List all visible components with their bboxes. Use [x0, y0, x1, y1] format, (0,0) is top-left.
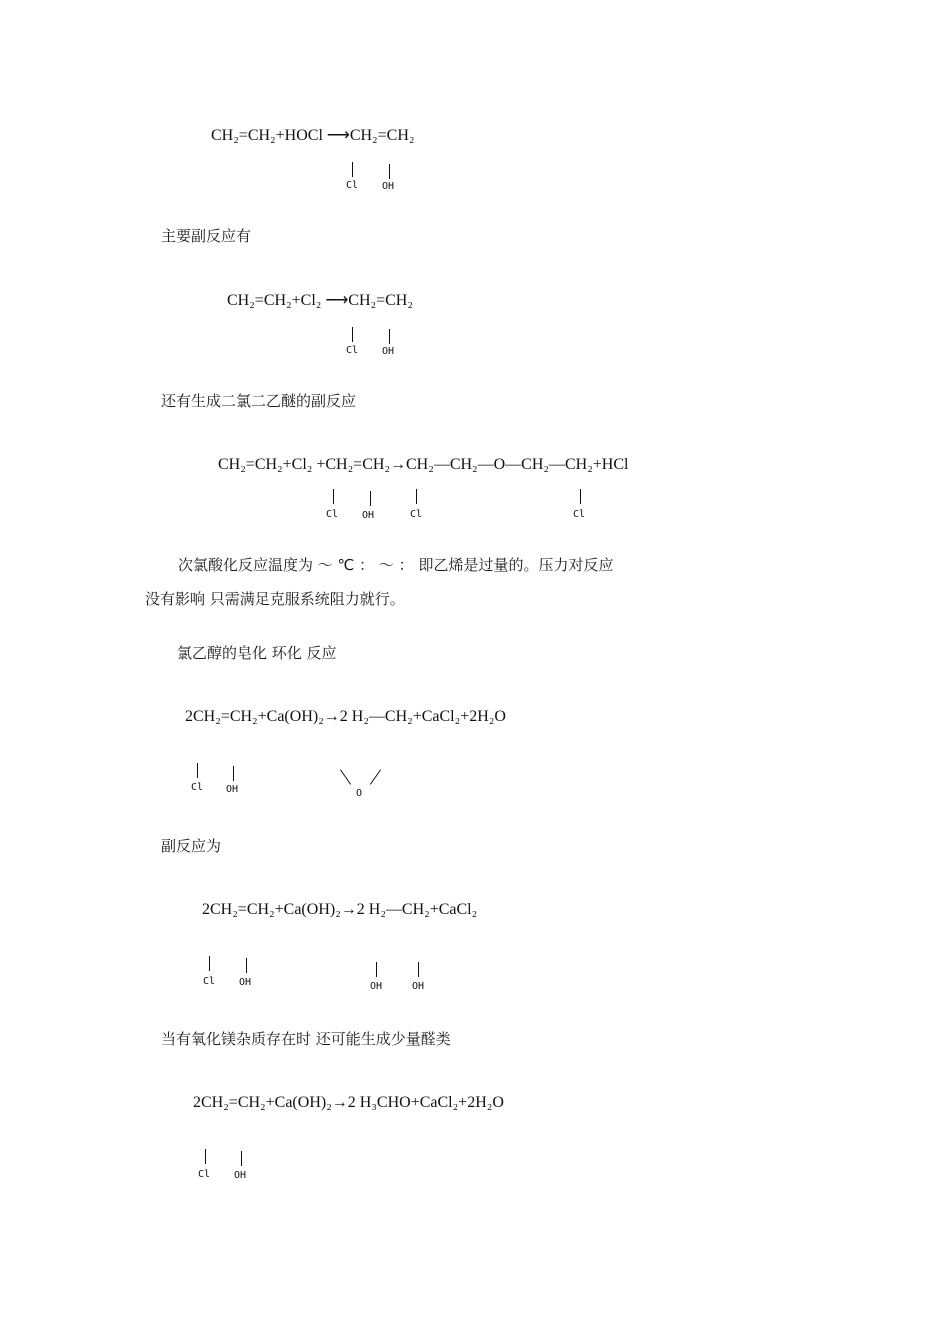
equation-5: 2CH₂=CH₂+Ca(OH)₂→2 H₂—CH₂+CaCl₂ [202, 901, 478, 918]
bond-line [376, 962, 377, 977]
bond-line [389, 164, 390, 179]
bond-line [246, 958, 247, 973]
bond-line [580, 489, 581, 504]
bond-line [205, 1149, 206, 1164]
paragraph-conditions-line2: 没有影响 只需满足克服系统阻力就行。 [145, 590, 405, 608]
paragraph-aldehyde: 当有氧化镁杂质存在时 还可能生成少量醛类 [161, 1030, 451, 1048]
substituent-oh: OH [226, 784, 239, 795]
bond-line [370, 491, 371, 506]
epoxide-bond [370, 769, 381, 784]
epoxide-bond [340, 769, 351, 784]
paragraph-ether-side-reaction: 还有生成二氯二乙醚的副反应 [161, 392, 357, 410]
substituent-cl: Cl [191, 782, 204, 793]
substituent-cl: Cl [346, 345, 359, 356]
bond-line [352, 162, 353, 177]
substituent-oh: OH [382, 181, 395, 192]
substituent-oh: OH [239, 977, 252, 988]
epoxide-oxygen: O [356, 788, 363, 799]
substituent-cl: Cl [346, 180, 359, 191]
bond-line [241, 1151, 242, 1166]
paragraph-conditions-line1: 次氯酸化反应温度为 ～ ℃ ： ～ ： 即乙烯是过量的。压力对反应 [178, 556, 614, 574]
bond-line [197, 763, 198, 778]
substituent-oh: OH [370, 981, 383, 992]
paragraph-saponification: 氯乙醇的皂化 环化 反应 [177, 644, 337, 662]
bond-line [333, 489, 334, 504]
bond-line [418, 962, 419, 977]
substituent-cl: Cl [198, 1169, 211, 1180]
substituent-oh: OH [234, 1170, 247, 1181]
substituent-cl: Cl [326, 509, 339, 520]
equation-3: CH₂=CH₂+Cl₂ +CH₂=CH₂→CH₂—CH₂—O—CH₂—CH₂+HCl [218, 456, 629, 473]
bond-line [209, 956, 210, 971]
substituent-cl: Cl [203, 976, 216, 987]
bond-line [352, 327, 353, 342]
substituent-oh: OH [382, 346, 395, 357]
paragraph-main-side-reaction: 主要副反应有 [161, 227, 252, 245]
substituent-cl: Cl [573, 509, 586, 520]
equation-2: CH₂=CH₂+Cl₂ ⟶CH₂=CH₂ [227, 292, 413, 309]
bond-line [233, 766, 234, 781]
paragraph-side-reaction: 副反应为 [161, 837, 222, 855]
substituent-cl: Cl [410, 509, 423, 520]
equation-1: CH₂=CH₂+HOCl ⟶CH₂=CH₂ [211, 127, 415, 144]
equation-6: 2CH₂=CH₂+Ca(OH)₂→2 H₃CHO+CaCl₂+2H₂O [193, 1094, 504, 1111]
substituent-oh: OH [412, 981, 425, 992]
substituent-oh: OH [362, 510, 375, 521]
equation-4: 2CH₂=CH₂+Ca(OH)₂→2 H₂—CH₂+CaCl₂+2H₂O [185, 708, 506, 725]
bond-line [416, 489, 417, 504]
bond-line [389, 329, 390, 344]
